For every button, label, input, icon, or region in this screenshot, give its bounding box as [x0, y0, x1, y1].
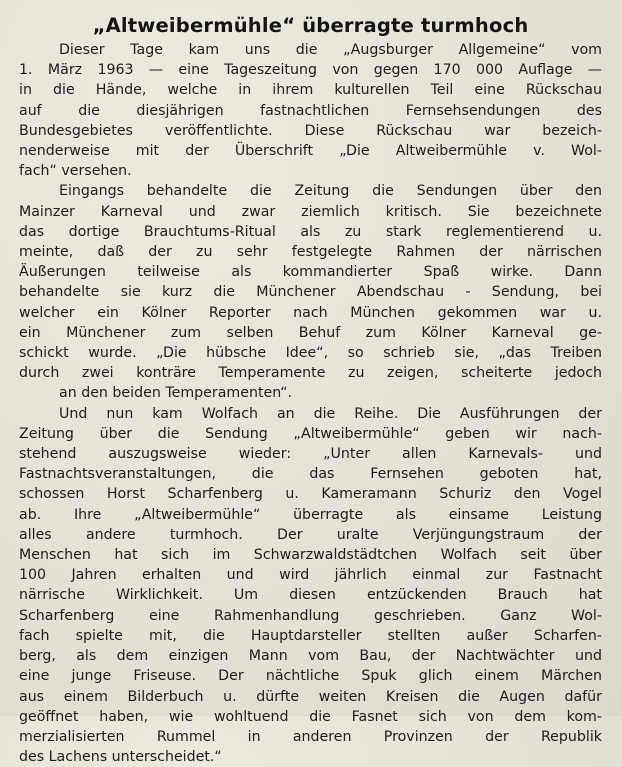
text-line: 100 Jahren erhalten und wird jährlich einmal zur Fastnacht [19, 567, 602, 584]
text-line: 1. März 1963 — eine Tageszeitung von gegen 170 000 Auflage — [19, 62, 602, 79]
text-line: schossen Horst Scharfenberg u. Kameramann Schuriz den Vogel [19, 486, 602, 503]
text-line: merzialisierten Rummel in anderen Provinzen der Republik [19, 728, 602, 745]
text-line: schickt wurde. „Die hübsche Idee“, so schrieb sie, „das Treiben [19, 345, 602, 362]
text-line: alles andere turmhoch. Der uralte Verjüngungstraum der [19, 526, 602, 543]
text-line: geöffnet haben, wie wohltuend die Fasnet sich von dem kom- [19, 708, 602, 725]
text-line: nenderweise mit der Überschrift „Die Altweibermühle v. Wol- [19, 143, 602, 160]
text-line: Zeitung über die Sendung „Altweibermühle“ geben wir nach- [19, 425, 602, 442]
text-line: berg, als dem einzigen Mann vom Bau, der Nachtwächter und [19, 648, 602, 665]
text-line: Eingangs behandelte die Zeitung die Sendungen über den [59, 183, 602, 200]
text-line: fach spielte mit, die Hauptdarsteller stellten außer Scharfen- [19, 627, 602, 644]
text-line: durch zwei konträre Temperamente zu zeigen, scheiterte jedoch [19, 365, 602, 382]
article-paragraph-2 [19, 181, 602, 403]
text-line: Mainzer Karneval und zwar ziemlich kritisch. Sie bezeichnete [19, 203, 602, 220]
text-line: fach“ versehen. [19, 163, 132, 180]
text-line: meinte, daß der zu sehr festgelegte Rahmen der närrischen [19, 244, 602, 261]
text-line: Bundesgebietes veröffentlichte. Diese Rückschau war bezeich- [19, 122, 602, 139]
text-line: Scharfenberg eine Rahmenhandlung geschrieben. Ganz Wol- [19, 607, 602, 624]
text-line: Äußerungen teilweise als kommandierter Spaß wirke. Dann [19, 264, 602, 281]
article-paragraph-3 [19, 404, 602, 767]
text-line: auf die diesjährigen fastnachtlichen Fernsehsendungen des [19, 102, 602, 119]
text-line: Und nun kam Wolfach an die Reihe. Die Ausführungen der [59, 405, 602, 422]
text-line: des Lachens unterscheidet.“ [19, 749, 222, 766]
article-headline: „Altweibermühle“ überragte turmhoch [92, 14, 529, 37]
text-line: behandelte sie kurz die Münchener Abendschau - Sendung, bei [19, 284, 602, 301]
text-line: ab. Ihre „Altweibermühle“ überragte als einsame Leistung [19, 506, 602, 523]
text-line: Menschen hat sich im Schwarzwaldstädtchen Wolfach seit über [19, 547, 602, 564]
text-line: welcher ein Kölner Reporter nach München gekommen war u. [19, 304, 602, 321]
text-line: an den beiden Temperamenten“. [59, 385, 293, 402]
text-line: aus einem Bilderbuch u. dürfte weiten Kreisen die Augen dafür [19, 688, 602, 705]
text-line: das dortige Brauchtums-Ritual als zu stark reglementierend u. [19, 223, 602, 240]
text-line: eine junge Friseuse. Der nächtliche Spuk glich einem Märchen [19, 668, 602, 685]
text-line: ein Münchener zum selben Behuf zum Kölner Karneval ge- [19, 324, 602, 341]
text-line: närrische Wirklichkeit. Um diesen entzückenden Brauch hat [19, 587, 602, 604]
text-line: Dieser Tage kam uns die „Augsburger Allgemeine“ vom [59, 42, 602, 58]
text-line: Fastnachtsveranstaltungen, die das Fernsehen geboten hat, [19, 466, 602, 483]
text-line: stehend auszugsweise wieder: „Unter allen Karnevals- und [19, 446, 602, 463]
article-paragraph-1 [19, 40, 602, 181]
text-line: in die Hände, welche in ihrem kulturellen Teil eine Rückschau [19, 82, 602, 99]
